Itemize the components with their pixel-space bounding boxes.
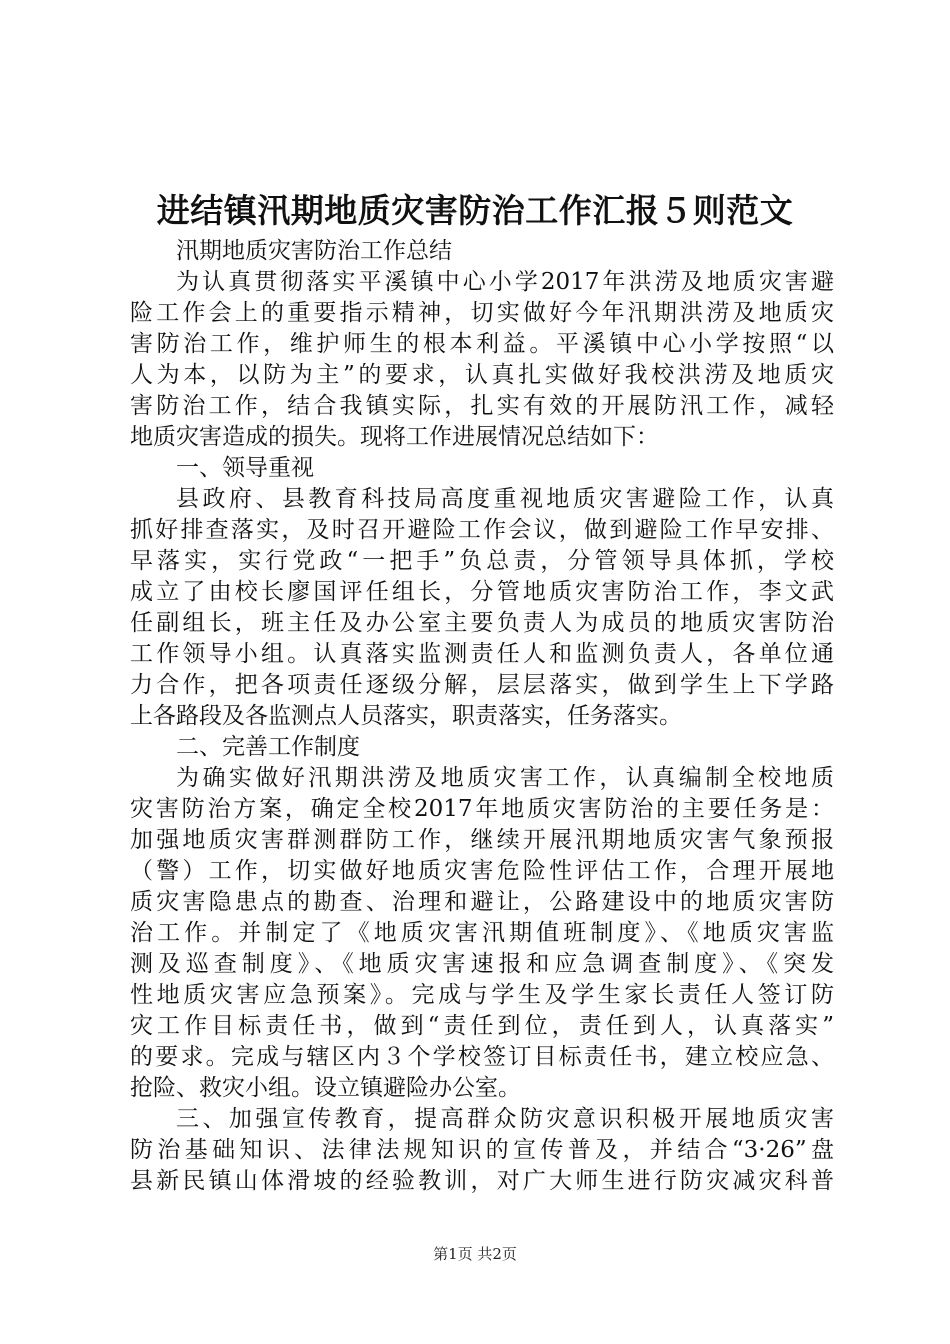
text-line: 抢险、救灾小组。设立镇避险办公室。 bbox=[130, 1075, 521, 1101]
text-line: 三、加强宣传教育，提高群众防灾意识积极开展地质灾害 bbox=[176, 1106, 834, 1132]
text-line: 灾害防治方案，确定全校2017年地质灾害防治的主要任务是： bbox=[130, 796, 834, 822]
text-line: 一、领导重视 bbox=[176, 455, 314, 481]
page-number: 第1页 共2页 bbox=[433, 1245, 517, 1263]
text-line: 性地质灾害应急预案》。完成与学生及学生家长责任人签订防 bbox=[130, 982, 834, 1008]
text-line: 治工作。并制定了《地质灾害汛期值班制度》、《地质灾害监 bbox=[130, 920, 834, 946]
text-line: 质灾害隐患点的勘查、治理和避让，公路建设中的地质灾害防 bbox=[130, 889, 834, 915]
text-line: 抓好排查落实，及时召开避险工作会议，做到避险工作早安排、 bbox=[130, 517, 834, 543]
text-line: 任副组长，班主任及办公室主要负责人为成员的地质灾害防治 bbox=[130, 610, 834, 636]
text-line: 力合作，把各项责任逐级分解，层层落实，做到学生上下学路 bbox=[130, 672, 834, 698]
text-line: 险工作会上的重要指示精神，切实做好今年汛期洪涝及地质灾 bbox=[130, 300, 834, 326]
text-line: 灾工作目标责任书，做到“责任到位，责任到人，认真落实” bbox=[130, 1013, 834, 1039]
text-line: （警）工作，切实做好地质灾害危险性评估工作，合理开展地 bbox=[130, 858, 834, 884]
text-line: 防治基础知识、法律法规知识的宣传普及，并结合“3·26”盘 bbox=[130, 1137, 834, 1163]
text-line: 人为本，以防为主”的要求，认真扎实做好我校洪涝及地质灾 bbox=[130, 362, 834, 388]
text-line: 害防治工作，结合我镇实际，扎实有效的开展防汛工作，减轻 bbox=[130, 393, 834, 419]
text-line: 县政府、县教育科技局高度重视地质灾害避险工作，认真 bbox=[176, 486, 834, 512]
text-line: 汛期地质灾害防治工作总结 bbox=[176, 238, 452, 264]
text-line: 为认真贯彻落实平溪镇中心小学2017年洪涝及地质灾害避 bbox=[176, 269, 834, 295]
document-body bbox=[130, 236, 834, 1197]
text-line: 工作领导小组。认真落实监测责任人和监测负责人，各单位通 bbox=[130, 641, 834, 667]
document-title: 进结镇汛期地质灾害防治工作汇报５则范文 bbox=[156, 191, 794, 230]
text-line: 上各路段及各监测点人员落实，职责落实，任务落实。 bbox=[130, 703, 682, 729]
text-line: 为确实做好汛期洪涝及地质灾害工作，认真编制全校地质 bbox=[176, 765, 834, 791]
text-line: 早落实，实行党政“一把手”负总责，分管领导具体抓，学校 bbox=[130, 548, 834, 574]
text-line: 地质灾害造成的损失。现将工作进展情况总结如下： bbox=[130, 424, 659, 450]
text-line: 害防治工作，维护师生的根本利益。平溪镇中心小学按照“以 bbox=[130, 331, 834, 357]
text-line: 成立了由校长廖国评任组长，分管地质灾害防治工作，李文武 bbox=[130, 579, 834, 605]
text-line: 二、完善工作制度 bbox=[176, 734, 360, 760]
text-line: 测及巡查制度》、《地质灾害速报和应急调查制度》、《突发 bbox=[130, 951, 834, 977]
text-line: 的要求。完成与辖区内３个学校签订目标责任书，建立校应急、 bbox=[130, 1044, 834, 1070]
text-line: 加强地质灾害群测群防工作，继续开展汛期地质灾害气象预报 bbox=[130, 827, 834, 853]
text-line: 县新民镇山体滑坡的经验教训，对广大师生进行防灾减灾科普 bbox=[130, 1168, 834, 1194]
